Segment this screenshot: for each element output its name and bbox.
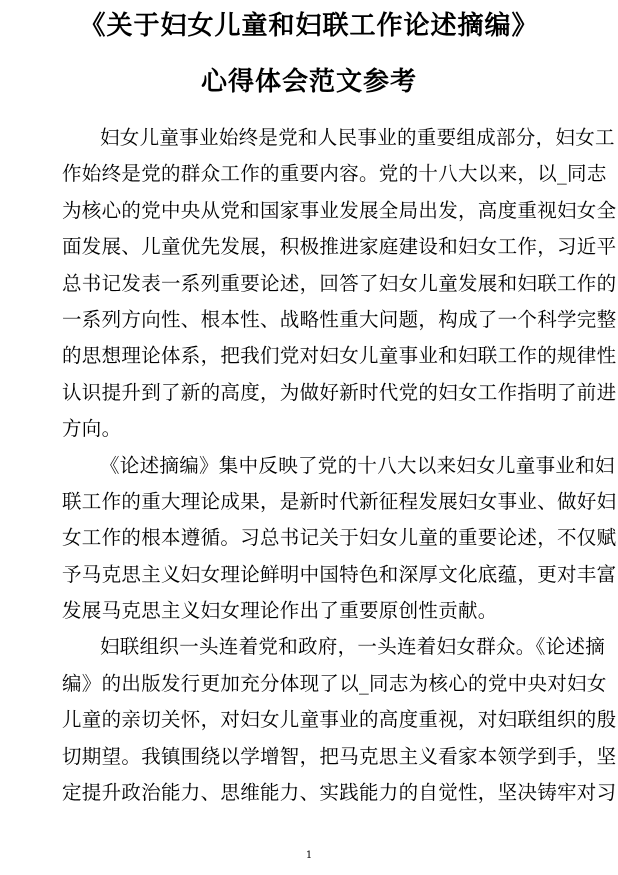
paragraph-3-line-2: 编》的出版发行更加充分体现了以_同志为核心的党中央对妇女 <box>62 671 607 695</box>
paragraph-1-line-1: 妇女儿童事业始终是党和人民事业的重要组成部分，妇女工 <box>100 126 615 149</box>
paragraph-1-line-4: 面发展、儿童优先发展，积极推进家庭建设和妇女工作，习近平 <box>62 235 617 259</box>
paragraph-3-line-5: 定提升政治能力、思维能力、实践能力的自觉性，坚决铸牢对习 <box>62 781 617 805</box>
document-title: 《关于妇女儿童和妇联工作论述摘编》 <box>79 11 539 41</box>
paragraph-1-line-3: 为核心的党中央从党和国家事业发展全局出发，高度重视妇女全 <box>62 198 617 222</box>
paragraph-2-line-4: 予马克思主义妇女理论鲜明中国特色和深厚文化底蕴，更对丰富 <box>62 562 617 586</box>
paragraph-1-line-6: 一系列方向性、根本性、战略性重大问题，构成了一个科学完整 <box>62 307 617 331</box>
paragraph-1-line-5: 总书记发表一系列重要论述，回答了妇女儿童发展和妇联工作的 <box>62 271 617 295</box>
paragraph-2-line-2: 联工作的重大理论成果，是新时代新征程发展妇女事业、做好妇 <box>62 489 617 513</box>
paragraph-1-line-7: 的思想理论体系，把我们党对妇女儿童事业和妇联工作的规律性 <box>62 344 617 368</box>
paragraph-2-line-3: 女工作的根本遵循。习总书记关于妇女儿童的重要论述，不仅赋 <box>62 526 617 550</box>
document-body <box>62 120 617 811</box>
paragraph-3-line-4: 切期望。我镇围绕以学增智，把马克思主义看家本领学到手，坚 <box>62 744 617 768</box>
document-subtitle: 心得体会范文参考 <box>200 67 417 97</box>
paragraph-3-line-3: 儿童的亲切关怀，对妇女儿童事业的高度重视，对妇联组织的殷 <box>62 708 617 732</box>
paragraph-2-line-1: 《论述摘编》集中反映了党的十八大以来妇女儿童事业和妇 <box>100 453 615 477</box>
paragraph-1-line-2: 作始终是党的群众工作的重要内容。党的十八大以来，以_同志 <box>62 162 607 186</box>
page-number: 1 <box>305 850 313 861</box>
paragraph-2-line-5: 发展马克思主义妇女理论作出了重要原创性贡献。 <box>62 599 498 623</box>
paragraph-1-line-9: 方向。 <box>62 417 122 441</box>
paragraph-1-line-8: 认识提升到了新的高度，为做好新时代党的妇女工作指明了前进 <box>62 380 617 404</box>
paragraph-3-line-1: 妇联组织一头连着党和政府，一头连着妇女群众。《论述摘 <box>100 635 606 659</box>
